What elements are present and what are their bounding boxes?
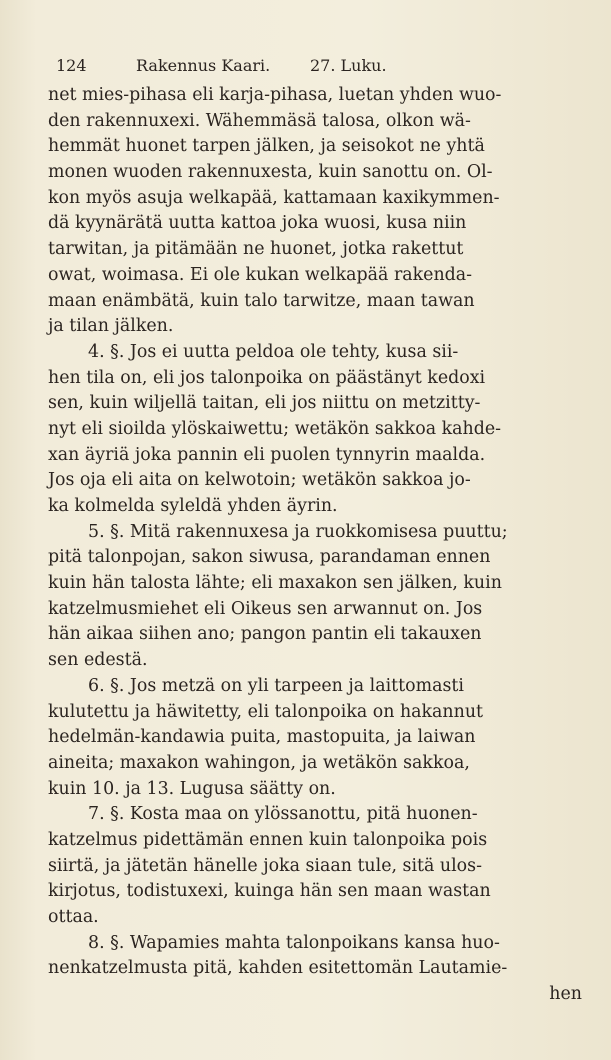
paragraph-start: 8. §. Wapamies mahta talonpoikans kansa huo- bbox=[88, 932, 500, 953]
text-line: ottaa. bbox=[48, 907, 99, 927]
page-number: 124 bbox=[56, 56, 87, 75]
text-line: hedelmän-kandawia puita, mastopuita, ja laiwan bbox=[48, 727, 476, 748]
text-line: katzelmus pidettämän ennen kuin talonpoika pois bbox=[48, 829, 488, 850]
text-line: kon myös asuja welkapää, kattamaan kaxikymmen- bbox=[48, 187, 500, 208]
text-line: Jos oja eli aita on kelwotoin; wetäkön sakkoa jo- bbox=[48, 470, 471, 491]
text-line: sen edestä. bbox=[48, 650, 148, 671]
section-title: Rakennus Kaari. bbox=[136, 56, 271, 75]
text-line: kirjotus, todistuxexi, kuinga hän sen maan wastan bbox=[48, 881, 491, 902]
text-line: dä kyynärätä uutta kattoa joka wuosi, kusa niin bbox=[48, 213, 467, 234]
text-line: maan enämbätä, kuin talo tarwitze, maan tawan bbox=[48, 290, 475, 311]
text-line: hen tila on, eli jos talonpoika on päästänyt kedoxi bbox=[48, 367, 486, 388]
text-line: siirtä, ja jätetän hänelle joka siaan tule, sitä ulos- bbox=[48, 855, 482, 876]
paragraph-start: 6. §. Jos metzä on yli tarpeen ja laittomasti bbox=[88, 675, 464, 696]
body-text bbox=[48, 83, 588, 1008]
text-line: net mies-pihasa eli karja-pihasa, luetan yhden wuo- bbox=[48, 85, 502, 105]
text-line: hän aikaa siihen ano; pangon pantin eli takauxen bbox=[48, 624, 482, 645]
text-line: nenkatzelmusta pitä, kahden esitettomän Lautamie- bbox=[48, 958, 508, 979]
paragraph-start: 5. §. Mitä rakennuxesa ja ruokkomisesa puuttu; bbox=[88, 521, 508, 542]
text-line: tarwitan, ja pitämään ne huonet, jotka rakettut bbox=[48, 239, 464, 260]
text-line: kuin 10. ja 13. Lugusa säätty on. bbox=[48, 778, 336, 799]
text-line: katzelmusmiehet eli Oikeus sen arwannut on. Jos bbox=[48, 598, 483, 619]
text-line: pitä talonpojan, sakon siwusa, parandaman ennen bbox=[48, 547, 491, 568]
chapter-label: 27. Luku. bbox=[310, 56, 387, 75]
text-line: xan äyriä joka pannin eli puolen tynnyrin maalda. bbox=[48, 444, 486, 465]
text-line: owat, woimasa. Ei ole kukan welkapää rakenda- bbox=[48, 264, 473, 285]
text-line: aineita; maxakon wahingon, ja wetäkön sakkoa, bbox=[48, 752, 470, 773]
text-line: ja tilan jälken. bbox=[48, 316, 174, 337]
paragraph-start: 7. §. Kosta maa on ylössanottu, pitä huonen- bbox=[88, 804, 478, 825]
text-line: kuin hän talosta lähte; eli maxakon sen jälken, kuin bbox=[48, 573, 502, 594]
running-header bbox=[56, 56, 476, 80]
text-line: nyt eli sioilda ylöskaiwettu; wetäkön sakkoa kahde- bbox=[48, 418, 501, 439]
text-line: den rakennuxexi. Wähemmäsä talosa, olkon wä- bbox=[48, 110, 471, 131]
text-line: monen wuoden rakennuxesta, kuin sanottu on. Ol- bbox=[48, 162, 493, 183]
text-line: sen, kuin wiljellä taitan, eli jos niittu on metzitty- bbox=[48, 393, 481, 414]
catchword: hen bbox=[549, 984, 582, 1005]
text-line: hemmät huonet tarpen jälken, ja seisokot ne yhtä bbox=[48, 136, 485, 157]
paragraph-start: 4. §. Jos ei uutta peldoa ole tehty, kusa sii- bbox=[88, 341, 459, 362]
text-line: ka kolmelda syleldä yhden äyrin. bbox=[48, 496, 338, 516]
text-line: kulutettu ja häwitetty, eli talonpoika on hakannut bbox=[48, 701, 484, 722]
